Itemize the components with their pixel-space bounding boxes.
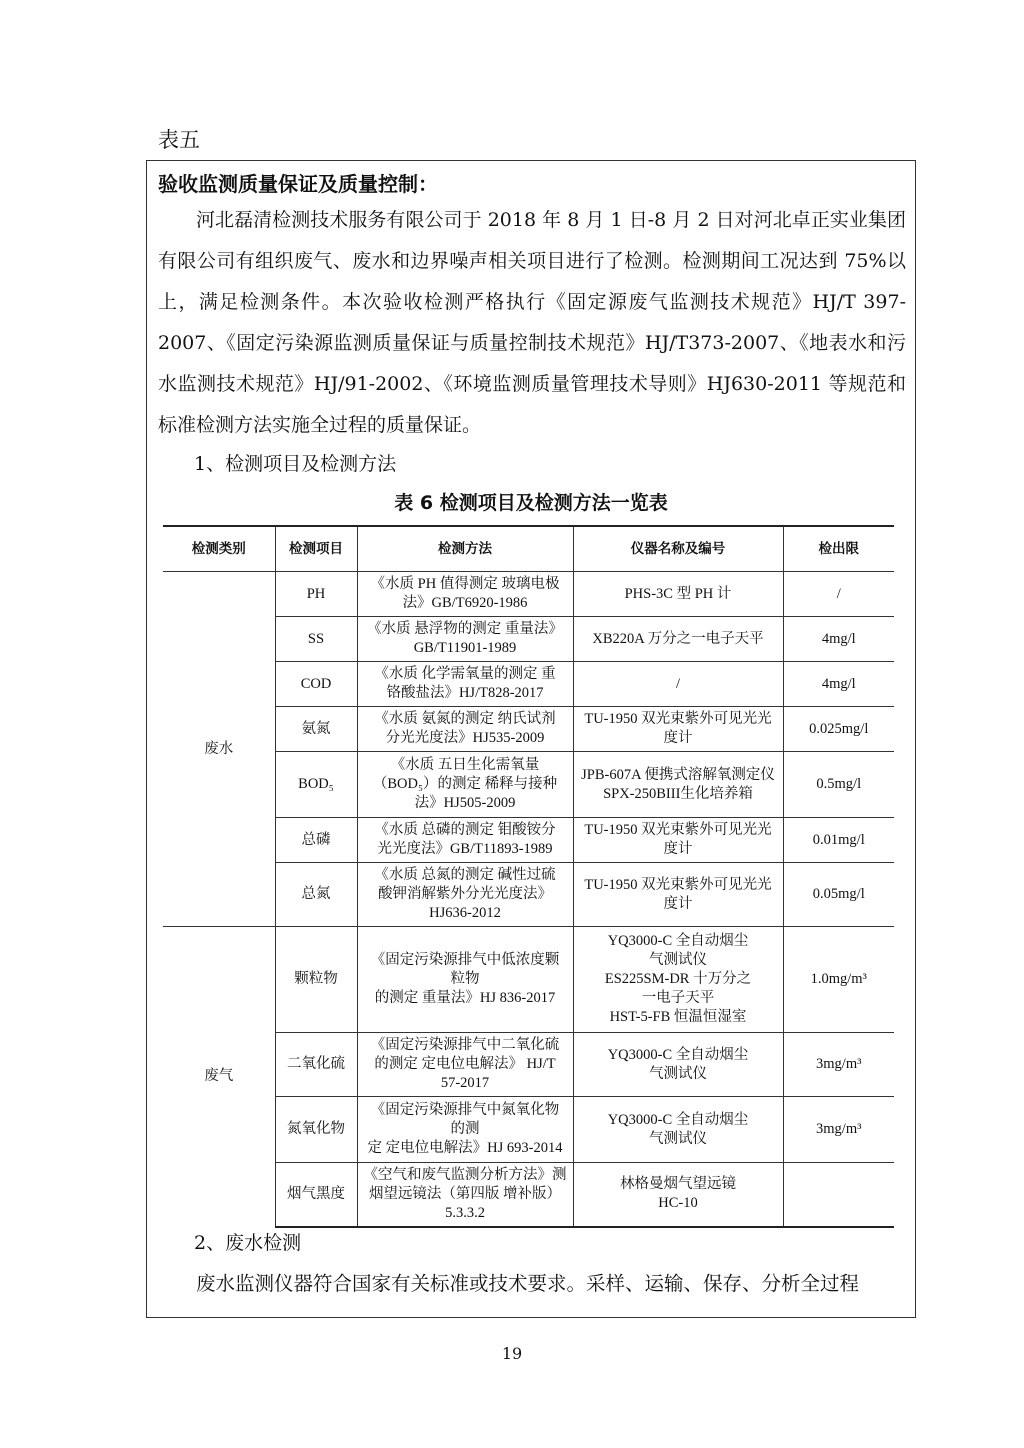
- item-cell: BOD₅: [275, 752, 357, 818]
- header-item: 检测项目: [275, 526, 357, 572]
- instrument-cell: YQ3000-C 全自动烟尘 气测试仪: [573, 1097, 783, 1163]
- limit-cell: 3mg/m³: [783, 1097, 894, 1163]
- instrument-cell: XB220A 万分之一电子天平: [573, 617, 783, 662]
- limit-cell: 1.0mg/m³: [783, 927, 894, 1033]
- limit-cell: 4mg/l: [783, 662, 894, 707]
- section-label: 表五: [158, 128, 200, 152]
- method-cell: 《水质 总氮的测定 碱性过硫 酸钾消解紫外分光光度法》 HJ636-2012: [357, 863, 573, 927]
- method-cell: 《固定污染源排气中氮氧化物 的测 定 定电位电解法》HJ 693-2014: [357, 1097, 573, 1163]
- section-heading: 验收监测质量保证及质量控制：: [158, 172, 438, 196]
- limit-cell: [783, 1163, 894, 1227]
- limit-cell: 3mg/m³: [783, 1033, 894, 1097]
- limit-cell: 0.05mg/l: [783, 863, 894, 927]
- table-caption: 表 6 检测项目及检测方法一览表: [394, 492, 668, 514]
- limit-cell: 0.5mg/l: [783, 752, 894, 818]
- limit-cell: 0.01mg/l: [783, 818, 894, 863]
- limit-cell: 4mg/l: [783, 617, 894, 662]
- method-cell: 《水质 总磷的测定 钼酸铵分 光光度法》GB/T11893-1989: [357, 818, 573, 863]
- method-cell: 《固定污染源排气中低浓度颗 粒物 的测定 重量法》HJ 836-2017: [357, 927, 573, 1033]
- closing-line: 废水监测仪器符合国家有关标准或技术要求。采样、运输、保存、分析全过程: [196, 1272, 860, 1295]
- item-cell: 氨氮: [275, 707, 357, 752]
- subheading-2: 2、废水检测: [194, 1232, 302, 1254]
- method-cell: 《水质 悬浮物的测定 重量法》 GB/T11901-1989: [357, 617, 573, 662]
- subheading-1: 1、检测项目及检测方法: [194, 453, 397, 475]
- instrument-cell: JPB-607A 便携式溶解氧测定仪 SPX-250BIII生化培养箱: [573, 752, 783, 818]
- intro-paragraph: 河北磊清检测技术服务有限公司于 2018 年 8 月 1 日-8 月 2 日对河北卓正实业集团有限公司有组织废气、废水和边界噪声相关项目进行了检测。检测期间工况达到 75%以上，满足检测条件。本次验收检测严格执行《固定源废气监测技术规范》HJ/T 397-2007、《固定污染源监测质量保证与质量控制技术规范》HJ/T373-2007、《地表水和污水监测技术规范》HJ/91-2002、《环境监测质量管理技术导则》HJ630-2011 等规范和标准检测方法实施全过程的质量保证。: [158, 209, 906, 436]
- method-cell: 《水质 五日生化需氧量 （BOD₅）的测定 稀释与接种 法》HJ505-2009: [357, 752, 573, 818]
- item-cell: 总磷: [275, 818, 357, 863]
- method-cell: 《水质 PH 值得测定 玻璃电极 法》GB/T6920-1986: [357, 572, 573, 617]
- table-row: [163, 927, 894, 1033]
- instrument-cell: TU-1950 双光束紫外可见光光 度计: [573, 863, 783, 927]
- category-cell: 废气: [163, 927, 275, 1227]
- item-cell: 烟气黑度: [275, 1163, 357, 1227]
- table-row: [163, 572, 894, 617]
- item-cell: 二氧化硫: [275, 1033, 357, 1097]
- instrument-cell: 林格曼烟气望远镜 HC-10: [573, 1163, 783, 1227]
- method-cell: 《水质 化学需氧量的测定 重 铬酸盐法》HJ/T828-2017: [357, 662, 573, 707]
- item-cell: 颗粒物: [275, 927, 357, 1033]
- instrument-cell: YQ3000-C 全自动烟尘 气测试仪: [573, 1033, 783, 1097]
- method-cell: 《水质 氨氮的测定 纳氏试剂 分光光度法》HJ535-2009: [357, 707, 573, 752]
- methods-table: [163, 525, 894, 1228]
- method-cell: 《空气和废气监测分析方法》测 烟望远镜法（第四版 增补版） 5.3.3.2: [357, 1163, 573, 1227]
- header-category: 检测类别: [163, 526, 275, 572]
- header-instrument: 仪器名称及编号: [573, 526, 783, 572]
- limit-cell: /: [783, 572, 894, 617]
- instrument-cell: YQ3000-C 全自动烟尘 气测试仪 ES225SM-DR 十万分之 一电子天平 HST-5-FB 恒温恒湿室: [573, 927, 783, 1033]
- header-limit: 检出限: [783, 526, 894, 572]
- instrument-cell: TU-1950 双光束紫外可见光光 度计: [573, 818, 783, 863]
- header-method: 检测方法: [357, 526, 573, 572]
- item-cell: COD: [275, 662, 357, 707]
- item-cell: 总氮: [275, 863, 357, 927]
- item-cell: PH: [275, 572, 357, 617]
- instrument-cell: TU-1950 双光束紫外可见光光 度计: [573, 707, 783, 752]
- method-cell: 《固定污染源排气中二氧化硫 的测定 定电位电解法》 HJ/T 57-2017: [357, 1033, 573, 1097]
- table-header-row: [163, 526, 894, 572]
- item-cell: SS: [275, 617, 357, 662]
- instrument-cell: /: [573, 662, 783, 707]
- page-number: 19: [501, 1344, 523, 1363]
- category-cell: 废水: [163, 572, 275, 927]
- instrument-cell: PHS-3C 型 PH 计: [573, 572, 783, 617]
- item-cell: 氮氧化物: [275, 1097, 357, 1163]
- limit-cell: 0.025mg/l: [783, 707, 894, 752]
